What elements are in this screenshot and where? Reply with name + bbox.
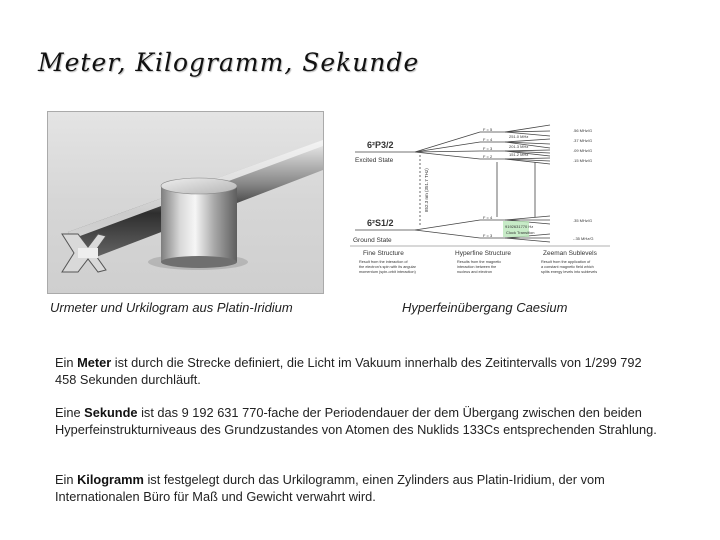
fine-structure-note: Result from the interaction of	[359, 260, 408, 264]
vertical-transition-label: 852.3 nm (351.7 THz)	[424, 168, 429, 212]
kilogram-definition-text: ist festgelegt durch das Urkilogramm, einen Zylinders aus Platin-Iridium, der vom Internationalen Büro für Maß und Gewicht verwahrt wird.	[55, 472, 605, 504]
second-definition-text: ist das 9 192 631 770-fache der Periodendauer der dem Übergang zwischen den beiden Hyperfeinstrukturniveaus des Grundzustandes von Atomen des Nuklids 133Cs entsprechenden Strahlung.	[55, 405, 657, 437]
excited-state-label: Excited State	[355, 157, 394, 164]
clock-frequency-label: 9192631770 Hz	[505, 224, 534, 229]
lower-f-label: F = 4	[483, 215, 493, 220]
page-title: Meter, Kilogramm, Sekunde	[38, 48, 420, 77]
clock-transition-label: Clock Transition	[506, 230, 535, 235]
lower-f-label: F = 3	[483, 233, 493, 238]
zeeman-sublevels-note: splits energy levels into sublevels	[541, 270, 598, 274]
meter-definition	[55, 354, 665, 388]
ground-level-label: 6²S1/2	[367, 218, 394, 228]
hyperfine-structure-note: Results from the magnetic	[457, 260, 502, 264]
upper-freq-label: 151.2 MHz	[509, 152, 529, 157]
upper-f-label: F = 5	[483, 127, 493, 132]
upper-zeeman-label: .37 MHz/G	[573, 138, 593, 143]
lower-zeeman-label: -.35 MHz/G	[573, 236, 594, 241]
upper-zeeman-label: .15 MHz/G	[573, 158, 593, 163]
lower-zeeman-label: .35 MHz/G	[573, 218, 593, 223]
fine-structure-title: Fine Structure	[363, 250, 404, 257]
upper-freq-label: 251.0 MHz	[509, 134, 529, 139]
second-definition-lead: Eine	[55, 405, 85, 420]
zeeman-sublevels-note: Result from the application of	[541, 260, 591, 264]
ground-state-label: Ground State	[353, 237, 392, 244]
upper-zeeman-label: .56 MHz/G	[573, 128, 593, 133]
upper-freq-label: 201.3 MHz	[509, 144, 529, 149]
second-definition	[55, 404, 665, 438]
hyperfine-structure-note: interaction between the	[457, 265, 497, 269]
second-term: Sekunde	[84, 405, 138, 420]
caesium-hyperfine-diagram	[345, 122, 620, 290]
meter-definition-text: ist durch die Strecke definiert, die Licht im Vakuum innerhalb des Zeitintervalls von 1/299 792 458 Sekunden durchläuft.	[55, 355, 642, 387]
upper-f-label: F = 2	[483, 154, 493, 159]
fine-structure-note: the electron's spin with its angular	[359, 265, 416, 269]
meter-definition-lead: Ein	[55, 355, 78, 370]
zeeman-sublevels-note: a constant magnetic field which	[541, 265, 594, 269]
meter-term: Meter	[77, 355, 112, 370]
zeeman-sublevels-title: Zeeman Sublevels	[543, 250, 597, 257]
hyperfine-structure-title: Hyperfine Structure	[455, 250, 511, 257]
upper-f-label: F = 4	[483, 137, 493, 142]
hyperfine-structure-note: nucleus and electron	[457, 270, 493, 274]
diagram-caption: Hyperfeinübergang Caesium	[402, 300, 568, 315]
photo-caption: Urmeter und Urkilogram aus Platin-Iridium	[50, 300, 293, 315]
kilogram-definition-lead: Ein	[55, 472, 78, 487]
fine-structure-note: momentum (spin-orbit interaction)	[359, 270, 416, 274]
excited-level-label: 6²P3/2	[367, 140, 394, 150]
upper-f-label: F = 3	[483, 146, 493, 151]
meter-kilogram-photo	[47, 111, 324, 294]
kilogram-definition	[55, 471, 665, 505]
upper-zeeman-label: .09 MHz/G	[573, 148, 593, 153]
kilogram-cylinder	[161, 178, 237, 268]
kilogram-term: Kilogramm	[77, 472, 144, 487]
